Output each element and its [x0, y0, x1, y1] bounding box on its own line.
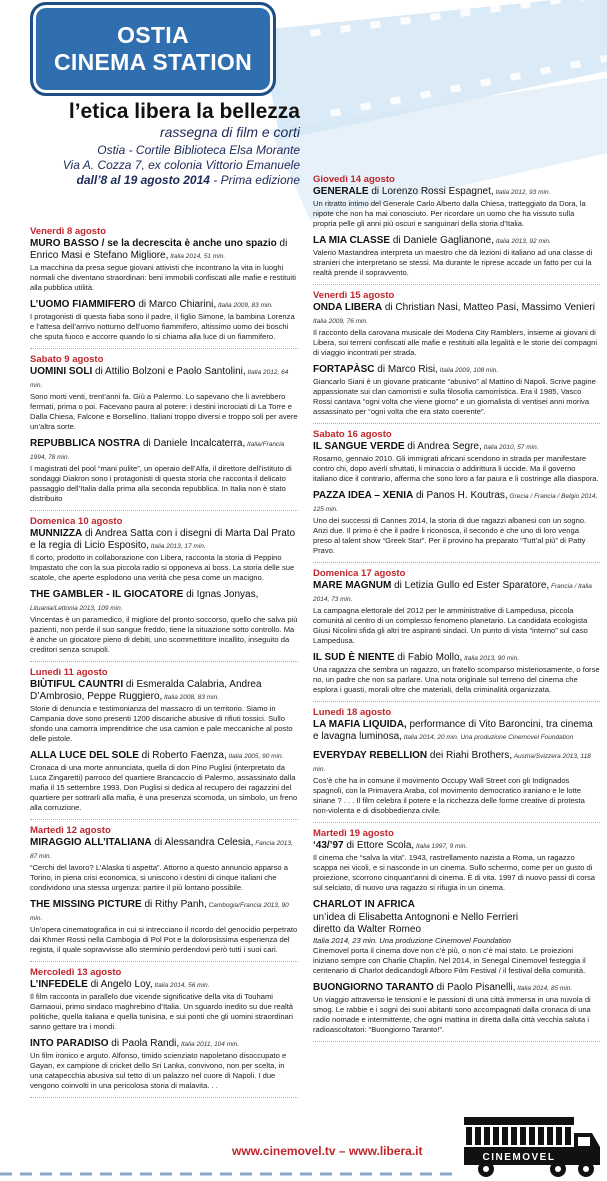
film-heading: [30, 366, 298, 392]
dashed-line-decoration: [0, 1168, 460, 1180]
film-heading: [313, 750, 600, 776]
film-synopsis: Un film ironico e arguto. Alfonso, timido scienziato napoletano disoccupato e Gayan, ex campione di cricket dello Sri Lanka, convivono, non per scelta, in una catapecchia abusiva sul tetto di un palazzo nel cuore di Napoli. I due vengono coinvolti in una pericolosa storia di malavita. . .: [30, 1051, 287, 1090]
film-heading: [30, 438, 298, 464]
film-synopsis: Rosarno, gennaio 2010. Gli immigrati africani scendono in strada per manifestare contro chi, dopo averli sfruttati, li minaccia o addirittura li uccide. Ma il governo italiano dice il contrario, afferma che sono loro a far paura e li costringe alla diaspora.: [313, 454, 599, 483]
film-title: LA MAFIA LIQUIDA,: [313, 719, 407, 730]
film-title: BUONGIORNO TARANTO: [313, 982, 434, 993]
film-meta: Italia 2013, 17 min.: [148, 543, 206, 550]
film-meta: Italia 2005, 90 min.: [226, 753, 284, 760]
film-title: EVERYDAY REBELLION: [313, 750, 428, 761]
film-title: CHARLOT IN AFRICA: [313, 899, 415, 910]
film-title: PAZZA IDEA – XENIA: [313, 490, 414, 501]
film-meta: Italia 2014, 56 min.: [152, 982, 210, 989]
film-heading: [30, 589, 298, 615]
film-director: di Andrea Satta con i disegni di Marta Dal Prato e la regia di Licio Esposito,: [30, 528, 296, 551]
film-heading: [313, 364, 600, 377]
film-entry: [30, 528, 298, 583]
film-synopsis: Storie di denuncia e testimonianza del massacro di un territorio. Siamo in Campania dove sono presenti 1200 discariche abusive di rifiuti tossici. Sullo sfondo una camorra imprenditrice che usa camion e pale meccaniche al posto delle pistole.: [30, 704, 293, 743]
film-credit: un’idea di Elisabetta Antognoni e Nello Ferrieri: [313, 912, 519, 923]
film-meta: Italia 2010, 57 min.: [481, 444, 539, 451]
film-synopsis: Un ritratto intimo del Generale Carlo Alberto dalla Chiesa, tratteggiato da Dora, la nipote che non ha mai conosciuto. Per ricordare un uomo che ha vissuto sulla propria pelle gli anni più oscuri e sanguinari della storia d’Italia.: [313, 199, 586, 228]
film-entry: [313, 652, 600, 695]
film-director: di Marco Chiarini,: [135, 299, 217, 310]
day-heading: Venerdì 15 agosto: [313, 290, 395, 301]
event-dates: [20, 173, 300, 188]
film-title: THE GAMBLER - IL GIOCATORE: [30, 589, 184, 600]
film-heading: [313, 235, 600, 248]
film-entry: [30, 979, 298, 1032]
film-director: di Attilio Bolzoni e Paolo Santolini,: [92, 366, 246, 377]
film-director: di Lorenzo Rossi Espagnet,: [368, 186, 494, 197]
divider: [30, 819, 298, 821]
film-meta: Italia/Francia 1994, 78 min.: [30, 441, 285, 461]
film-entry: [30, 589, 298, 655]
film-title: INTO PARADISO: [30, 1038, 109, 1049]
film-synopsis: Il film racconta in parallelo due vicende significative della vita di Touhami Garnaoui, primo sindaco maghrebino d’Italia. Un sguardo inedito su due realtà politiche, quella italiana e quella tunisina, e sui ponti che gli uomini straordinari sanno gettare tra i mondi.: [30, 992, 293, 1031]
film-title: IL SANGUE VERDE: [313, 441, 405, 452]
film-meta: Fancia 2013, 87 min.: [30, 840, 293, 860]
film-synopsis: Il racconto della carovana musicale dei Modena City Ramblers, insieme ai giovani di Libera, sui terreni confiscati alle mafie e restituiti alla legalità e le storie dei compagni di viaggio incontrati per strada.: [313, 328, 598, 357]
divider: [313, 423, 600, 425]
film-meta: Austria/Svizzera 2013, 118 min.: [313, 753, 591, 773]
venue-line-1: Ostia - Cortile Biblioteca Elsa Morante: [97, 143, 300, 157]
film-synopsis: Uno dei successi di Cannes 2014, la storia di due ragazzi albanesi con un sogno. Anzi due. Il primo è che il padre li riconosca, il secondo è che uno di loro venga preso al talent show “Greek Star”. Per il provino ha preparato “Tutt’al più” di Patty Pravo.: [313, 516, 587, 555]
film-heading: [30, 899, 298, 925]
film-title: LA MIA CLASSE: [313, 235, 391, 246]
film-synopsis: Un’opera cinematografica in cui si intrecciano il ricordo del genocidio perpetrato dai Khmer Rossi nella Cambogia di Pol Pot e la dolorosissima esperienza del regista, il quale sopravvisse allo sterminio perdendovi però tutti i suoi cari.: [30, 925, 298, 954]
film-meta: Italia 2014, 85 min.: [515, 985, 573, 992]
film-title: MUNNIZZA: [30, 528, 83, 539]
film-title: ALLA LUCE DEL SOLE: [30, 750, 139, 761]
film-meta: Italia 1997, 9 min.: [414, 843, 468, 850]
film-synopsis: Cos’è che ha in comune il movimento Occupy Wall Street con gli Indignados spagnoli, con la Primavera Araba, col movimento democratico iraniano e le lotte siriane ? . . . Il film celebra il potere e la ricchezza delle forme creative di protesta non-violenta e di disobbedienza civile.: [313, 776, 585, 815]
film-meta: Cambogia/Francia 2013, 90 min.: [30, 902, 289, 922]
film-meta: Lituania/Lettonia 2013, 109 min.: [30, 605, 123, 612]
film-entry: [313, 490, 600, 556]
film-director: di Rithy Panh,: [141, 899, 207, 910]
film-entry: [313, 750, 600, 816]
day-heading: Martedì 12 agosto: [30, 825, 111, 836]
film-director: di Angelo Loy,: [87, 979, 153, 990]
film-meta-line: Italia 2014, 23 min. Una produzione Cinemovel Foundation: [313, 936, 511, 945]
film-director: di Paolo Pisanelli,: [433, 982, 516, 993]
film-synopsis: Sono morti venti, trent’anni fa. Giù a Palermo. Lo sapevano che li avrebbero fermati, prima o poi. Facevano paura al potere: i destini incrociati di La Torre e Dalla Chiesa, Falcone e Borsellino. Italiani troppo diversi e troppo soli per avere un’altra sorte.: [30, 392, 298, 431]
film-heading: [313, 899, 600, 912]
venue-line-2: Via A. Cozza 7, ex colonia Vittorio Emanuele: [62, 158, 300, 172]
film-director: di Daniele Gaglianone,: [390, 235, 495, 246]
film-synopsis: Cronaca di una morte annunciata, quella di don Pino Puglisi (interpretato da Luca Zingaretti) parroco del quartiere Brancaccio di Palermo, assassinato dalla mafia il 15 settembre 1993. Don Puglisi si dedica al recupero dei ragazzini del quartiere per sottrarli alla mafia, è una presenza scomoda, un simbolo, un freno alla corruzione.: [30, 763, 298, 812]
divider: [30, 510, 298, 512]
film-meta: Italia 2008, 83 min.: [162, 694, 220, 701]
film-entry: [30, 899, 298, 955]
film-title: MARE MAGNUM: [313, 580, 392, 591]
film-meta: Francia / Italia 2014, 73 min.: [313, 583, 592, 603]
film-director: di Ettore Scola,: [343, 840, 415, 851]
right-column: [313, 170, 600, 1047]
film-heading: [313, 186, 600, 199]
film-entry: [313, 302, 600, 358]
film-synopsis: La macchina da presa segue giovani attivisti che incontrano la vita in luoghi normali che diventano straordinari: beni immobili confiscati alle mafie e restituiti alla pubblica utilità.: [30, 263, 296, 292]
film-director: di Andrea Segre,: [404, 441, 482, 452]
film-synopsis: Cinemovel porta il cinema dove non c’è più, o non c’è mai stato. Le proiezioni iniziano sempre con Charlie Chaplin. Nel 2014, in Senegal Cinemovel festeggia il centenario di Charlot dedicandogli Afboro Film Festival / il festival della comunità.: [313, 946, 586, 975]
film-director: di Roberto Faenza,: [138, 750, 227, 761]
divider: [313, 562, 600, 564]
film-title: MURO BASSO / se la decrescita è anche uno spazio: [30, 238, 277, 249]
film-heading: [30, 299, 298, 312]
film-heading: [313, 840, 600, 853]
film-entry: [313, 441, 600, 484]
day-heading: Venerdì 8 agosto: [30, 226, 107, 237]
film-entry: [313, 186, 600, 229]
film-meta: Grecia / Francia / Belgio 2014, 125 min.: [313, 493, 598, 513]
day-heading: Giovedì 14 agosto: [313, 174, 395, 185]
film-title: L’UOMO FIAMMIFERO: [30, 299, 136, 310]
film-synopsis: Il cinema che “salva la vita”. 1943, rastrellamento nazista a Roma, un ragazzo scappa nei vicoli, e si nasconde in un cinema. Sullo schermo, come per un gusto di proiezione, scorrono cinquant’anni di cinema. È di vita. 1997 di nuovo passi di corsa sul selciato, di nuovo una ragazzo si rifugia in un cinema.: [313, 853, 595, 892]
film-director: di Daniele Incalcaterra,: [140, 438, 246, 449]
cinemovel-truck-logo: [462, 1115, 602, 1179]
film-entry: [313, 719, 600, 744]
film-meta: Italia 2009, 83 min.: [216, 302, 273, 309]
film-entry: [313, 840, 600, 893]
film-meta: Italia 2009, 76 min.: [313, 318, 368, 325]
day-heading: Lunedì 18 agosto: [313, 707, 392, 718]
film-heading: [30, 679, 298, 704]
film-title: FORTAPÀSC: [313, 364, 375, 375]
film-heading: [30, 837, 298, 863]
film-title: THE MISSING PICTURE: [30, 899, 142, 910]
film-synopsis: I magistrati del pool “mani pulite”, un operaio dell’Alfa, il direttore dell’istituto di sondaggi Diakron sono i protagonisti di questa storia che racconta il delicato passaggio dell’Italia dalla prima alla seconda repubblica. In Italia non è stato distribuito: [30, 464, 292, 503]
film-director: di Fabio Mollo,: [394, 652, 463, 663]
film-synopsis: Giancarlo Siani è un giovane praticante “abusivo” al Mattino di Napoli. Scrive pagine appassionate sui clan camorristi e sulla filosofia camorristica. Era il 1985, Vasco Rossi cantava “ogni volta che viene giorno” e un giornalista di ventisei anni moriva assassinato per “ogni volta che era stato coerente”.: [313, 377, 596, 416]
film-synopsis: Una ragazza che sembra un ragazzo, un fratello scomparso misteriosamente, o forse no, un padre che non sa parlare. Una nota originale sul terreno del cinema che esplora i guasti, morali oltre che materiali, della criminalità organizzata.: [313, 665, 600, 694]
film-entry: [30, 299, 298, 342]
day-heading: Sabato 9 agosto: [30, 354, 104, 365]
dates-text: dall’8 al 19 agosto 2014: [76, 173, 210, 187]
film-heading: [313, 719, 600, 744]
film-title: REPUBBLICA NOSTRA: [30, 438, 141, 449]
film-title: GENERALE: [313, 186, 369, 197]
film-entry: [30, 750, 298, 813]
day-heading: Lunedì 11 agosto: [30, 667, 108, 678]
film-credit: diretto da Walter Romeo: [313, 924, 422, 935]
day-heading: Martedì 19 agosto: [313, 828, 394, 839]
film-director: di Letizia Gullo ed Ester Sparatore,: [391, 580, 550, 591]
day-heading: Domenica 10 agosto: [30, 516, 123, 527]
film-title: IL SUD È NIENTE: [313, 652, 395, 663]
divider: [30, 661, 298, 663]
film-heading: [313, 982, 600, 995]
film-meta: Italia 2011, 104 min.: [179, 1041, 240, 1048]
film-heading: [30, 979, 298, 992]
film-director: di Enrico Masi e Stefano Migliore,: [30, 238, 288, 261]
film-entry: [313, 235, 600, 278]
footer-links[interactable]: www.cinemovel.tv – www.libera.it: [232, 1144, 423, 1158]
divider: [313, 1041, 600, 1043]
divider: [30, 348, 298, 350]
film-entry: [30, 238, 298, 293]
film-entry: [313, 364, 600, 417]
divider: [313, 822, 600, 824]
film-heading: [313, 490, 600, 516]
film-director: di Alessandra Celesia,: [151, 837, 254, 848]
film-title: ‘43/’97: [313, 840, 344, 851]
film-entry: [30, 438, 298, 504]
film-heading: [30, 238, 298, 263]
film-synopsis: Un viaggio attraverso le tensioni e le passioni di una città immersa in una nuvola di smog. Le rabbie e i sogni dei suoi abitanti sono accompagnati dalla cronaca di una radio nomade e intermittente, che ogni mattina in diretta dalla città vecchia saluta i radioascoltatori: “Buongiorno Taranto!”.: [313, 995, 591, 1034]
sign-line-1: OSTIA: [117, 22, 189, 48]
film-title: L’INFEDELE: [30, 979, 88, 990]
film-synopsis: Vincentas è un paramedico, il migliore del pronto soccorso, quello che salva più pazienti, non perde il suo sangue freddo, tiene la situazione sotto controllo. Ma è anche un giocatore pieno di debiti, uno scommettitore incallito, inseguito da creditori senza scrupoli.: [30, 615, 298, 654]
film-entry: [313, 580, 600, 646]
film-meta: Italia 2012, 93 min.: [493, 189, 551, 196]
film-title: BIÙTIFUL CAUNTRI: [30, 679, 124, 690]
intro-block: [20, 100, 300, 188]
day-heading: Mercoledì 13 agosto: [30, 967, 122, 978]
film-director: performance di Vito Baroncini, tra cinema e lavagna luminosa,: [313, 719, 593, 742]
film-heading: [30, 750, 298, 763]
edition-text: - Prima edizione: [209, 173, 300, 187]
film-meta: Italia 2013, 92 min.: [494, 238, 551, 245]
film-synopsis: “Cerchi del lavoro? L’Alaska ti aspetta”. Attorno a questo annuncio apparso a Torino, in piena crisi economica, si uniscono i destini di cinque italiani che condividono una stessa urgenza: partire il più lontano possibile.: [30, 863, 288, 892]
film-meta: Italia 2014, 20 min. Una produzione Cinemovel Foundation: [401, 734, 574, 741]
day-heading: Sabato 16 agosto: [313, 429, 392, 440]
film-entry: [313, 982, 600, 1035]
film-meta: Italia 2012, 64 min.: [30, 369, 289, 389]
event-subtitle: rassegna di film e corti: [159, 124, 300, 140]
film-director: dei Riahi Brothers,: [427, 750, 513, 761]
event-title: l’etica libera la bellezza: [68, 100, 300, 123]
film-title: MIRAGGIO ALL’ITALIANA: [30, 837, 152, 848]
film-heading: [313, 652, 600, 665]
film-meta: Italia 2014, 51 min.: [168, 253, 226, 260]
film-director: di Ignas Jonyas,: [183, 589, 259, 600]
film-heading: [313, 441, 600, 454]
film-director: di Paola Randi,: [108, 1038, 180, 1049]
film-heading: [313, 580, 600, 606]
truck-label: CINEMOVEL: [482, 1152, 556, 1163]
film-synopsis: I protagonisti di questa fiaba sono il padre, il figlio Simone, la bambina Lorenza e l’attesa dell’arrivo notturno dell’uomo fiammifero, altissimo uomo dei boschi che sputa fuoco e accorre quando lo si chiama alla luce di un fiammifero.: [30, 312, 295, 341]
divider: [313, 701, 600, 703]
film-meta: Italia 2009, 108 min.: [437, 367, 499, 374]
film-entry: [30, 679, 298, 744]
divider: [30, 961, 298, 963]
film-director: di Esmeralda Calabria, Andrea D’Ambrosio, Peppe Ruggiero,: [30, 679, 262, 702]
film-synopsis: La campagna elettorale del 2012 per le amministrative di Lampedusa, piccola comunità al centro di un complesso fenomeno planetario. La candidata ecologista Giusi Nicolini sfida gli altri tre aspiranti sindaci. Un punto di vista “interno” sul caso Lampedusa.: [313, 606, 588, 645]
divider: [313, 284, 600, 286]
film-director: di Panos H. Koutras,: [413, 490, 508, 501]
film-entry: [30, 837, 298, 893]
film-entry: [313, 899, 600, 976]
film-synopsis: Il corto, prodotto in collaborazione con Libera, racconta la storia di Peppino Impastato che con la sua piccola radio si opponeva ai boss. La storia delle sue scatole, che aperte esplodono una verità che pesa come un macigno.: [30, 553, 295, 582]
film-director: di Christian Nasi, Matteo Pasi, Massimo Venieri: [382, 302, 595, 313]
film-synopsis: Valerio Mastandrea interpreta un maestro che dà lezioni di italiano ad una classe di stranieri che interpretano se stessi. Ma durante le riprese accade un fatto per cui la realtà prende il sopravvento.: [313, 248, 593, 277]
film-director: di Marco Risi,: [374, 364, 438, 375]
day-heading: Domenica 17 agosto: [313, 568, 406, 579]
film-entry: [30, 366, 298, 432]
film-heading: [30, 1038, 298, 1051]
film-heading: [30, 528, 298, 553]
film-entry: [30, 1038, 298, 1091]
sign-line-2: CINEMA STATION: [54, 49, 252, 75]
film-heading: [313, 302, 600, 328]
film-title: ONDA LIBERA: [313, 302, 383, 313]
title-sign: [30, 2, 276, 96]
left-column: [30, 222, 298, 1103]
film-meta: Italia 2013, 90 min.: [462, 655, 520, 662]
film-title: UOMINI SOLI: [30, 366, 93, 377]
divider: [30, 1097, 298, 1099]
